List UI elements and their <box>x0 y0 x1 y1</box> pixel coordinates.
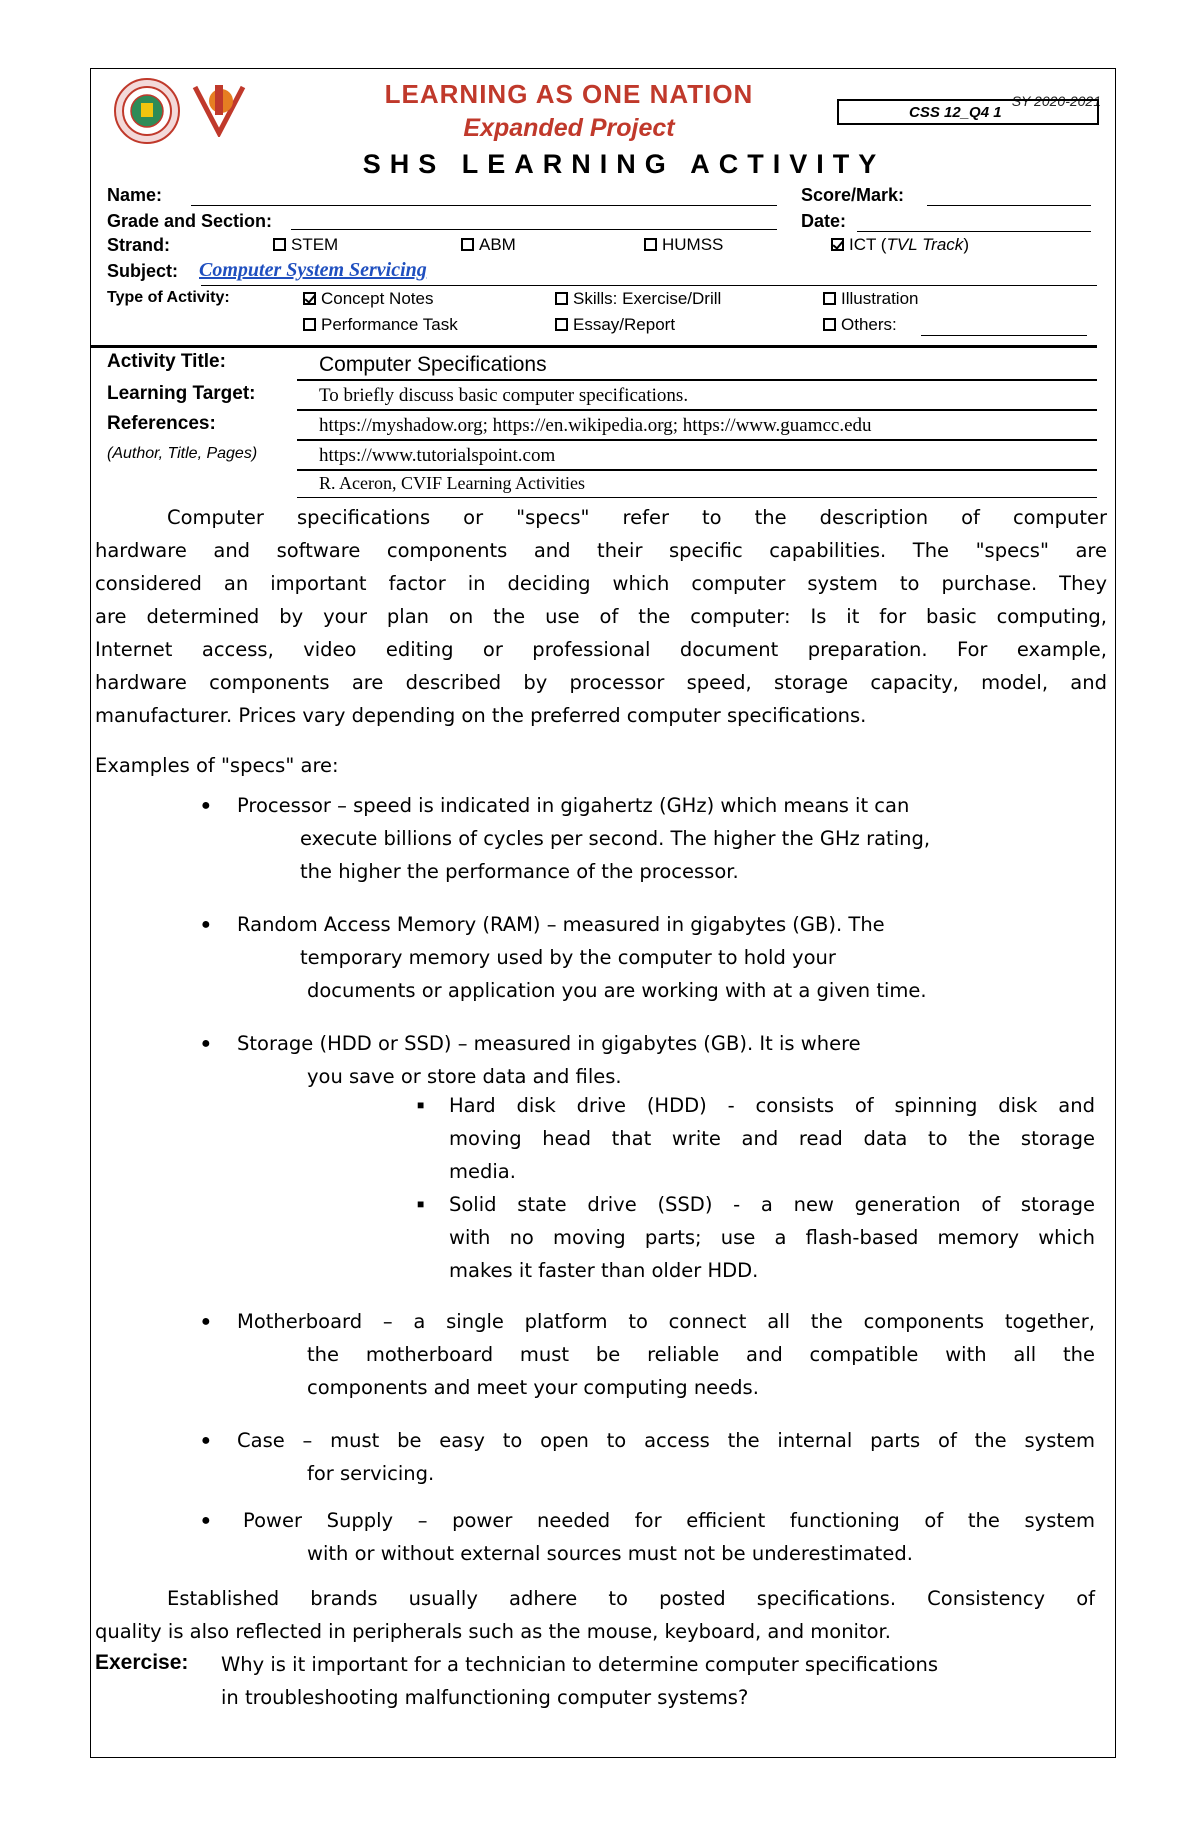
others-field[interactable] <box>921 335 1087 336</box>
rule <box>297 469 1097 471</box>
examples-label: Examples of "specs" are: <box>95 754 339 777</box>
bullet-icon: ● <box>201 1512 211 1529</box>
strand-humss[interactable]: HUMSS <box>644 235 723 255</box>
score-label: Score/Mark: <box>801 185 905 205</box>
strand-ict[interactable]: ICT (TVL Track) <box>831 235 969 255</box>
strand-track: TVL Track <box>886 235 964 254</box>
spec-processor: Processor – speed is indicated in gigahertz (GHz) which means it can execute billions of cycles per second. The higher the GHz rating, the higher the performance of the processor. <box>237 794 931 883</box>
type-concept-notes[interactable]: Concept Notes <box>303 289 433 309</box>
reference-1: https://myshadow.org; https://en.wikipedia.org; https://www.guamcc.edu <box>319 415 872 436</box>
rule <box>297 409 1097 411</box>
score-field[interactable] <box>927 205 1091 206</box>
strand-abm[interactable]: ABM <box>461 235 516 255</box>
activity-title: Computer Specifications <box>319 353 547 376</box>
reference-2: https://www.tutorialspoint.com <box>319 445 556 466</box>
references-label: References: <box>107 413 216 434</box>
section-divider <box>91 345 1097 348</box>
spec-case: Case – must be easy to open to access the internal parts of the system for servicing. <box>237 1429 1095 1485</box>
square-bullet-icon: ■ <box>417 1197 425 1211</box>
type-illustration[interactable]: Illustration <box>823 289 918 309</box>
checkbox-icon <box>823 292 836 305</box>
activity-code: CSS 12_Q4 1 <box>837 99 1099 125</box>
activity-type-label: Type of Activity: <box>107 289 230 306</box>
activity-sheet <box>90 68 1116 1758</box>
activity-title-label: Activity Title: <box>107 351 226 372</box>
type-others[interactable]: Others: <box>823 315 897 335</box>
spec-motherboard: Motherboard – a single platform to connect all the components together, the motherboard must be reliable and compatible with all the components and meet your computing needs. <box>237 1310 1095 1399</box>
rule <box>297 439 1097 441</box>
cvif-logo <box>191 77 247 137</box>
header-subtitle: Expanded Project <box>463 114 675 142</box>
strand-label: Strand: <box>107 235 170 255</box>
spec-ssd: Solid state drive (SSD) - a new generation of storage with no moving parts; use a flash-based memory which makes it faster than older HDD. <box>449 1193 1095 1282</box>
checkbox-icon <box>555 292 568 305</box>
spec-ram: Random Access Memory (RAM) – measured in gigabytes (GB). The temporary memory used by the computer to hold your documents or application you are working with at a given time. <box>237 913 927 1002</box>
grade-section-field[interactable] <box>291 229 777 230</box>
type-skills[interactable]: Skills: Exercise/Drill <box>555 289 721 309</box>
checkbox-icon <box>273 238 286 251</box>
school-year: SY 2020-2021 <box>1011 93 1101 109</box>
name-field[interactable] <box>191 205 777 206</box>
exercise-label: Exercise: <box>95 1651 189 1674</box>
checkbox-icon <box>823 318 836 331</box>
rule <box>297 379 1097 381</box>
learning-target: To briefly discuss basic computer specifications. <box>319 385 689 406</box>
square-bullet-icon: ■ <box>417 1098 425 1112</box>
school-seal-logo <box>113 77 181 145</box>
bullet-icon: ● <box>201 1313 211 1330</box>
intro-paragraph: Computer specifications or "specs" refer to the description of computer hardware and software components and their specific capabilities. The "specs" are considered an important factor in deciding which computer system to purchase. They are determined by your plan on the use of the computer: Is it for basic computing, Internet access, video editing or professional document preparation. For example, hardware components are described by processor speed, storage capacity, model, and manufacturer. Prices vary depending on the preferred computer specifications. <box>95 506 1107 727</box>
checkbox-icon <box>555 318 568 331</box>
checked-checkbox-icon <box>303 292 316 305</box>
exercise-question: Why is it important for a technician to determine computer specifications in troubleshooting malfunctioning computer systems? <box>221 1653 939 1709</box>
subject-value: Computer System Servicing <box>199 259 427 281</box>
bullet-icon: ● <box>201 1035 211 1052</box>
checked-checkbox-icon <box>831 238 844 251</box>
closing-paragraph: Established brands usually adhere to posted specifications. Consistency of quality is also reflected in peripherals such as the mouse, keyboard, and monitor. <box>95 1587 1095 1643</box>
references-sub-label: (Author, Title, Pages) <box>107 445 258 462</box>
type-performance-task[interactable]: Performance Task <box>303 315 458 335</box>
subject-label: Subject: <box>107 261 179 281</box>
spec-storage: Storage (HDD or SSD) – measured in gigabytes (GB). It is where you save or store data and files. <box>237 1032 861 1088</box>
checkbox-icon <box>303 318 316 331</box>
date-label: Date: <box>801 211 847 231</box>
bullet-icon: ● <box>201 916 211 933</box>
bullet-icon: ● <box>201 797 211 814</box>
bullet-icon: ● <box>201 1432 211 1449</box>
checkbox-icon <box>644 238 657 251</box>
spec-hdd: Hard disk drive (HDD) - consists of spinning disk and moving head that write and read data to the storage media. <box>449 1094 1095 1183</box>
grade-section-label: Grade and Section: <box>107 211 273 231</box>
banner-title: SHS LEARNING ACTIVITY <box>362 149 886 179</box>
strand-stem[interactable]: STEM <box>273 235 338 255</box>
type-essay-report[interactable]: Essay/Report <box>555 315 675 335</box>
name-label: Name: <box>107 185 163 205</box>
reference-3: R. Aceron, CVIF Learning Activities <box>319 473 585 493</box>
rule <box>297 497 1097 498</box>
subject-rule <box>201 285 1097 286</box>
header-title: LEARNING AS ONE NATION <box>384 79 754 109</box>
date-field[interactable] <box>857 231 1091 232</box>
learning-target-label: Learning Target: <box>107 383 256 404</box>
checkbox-icon <box>461 238 474 251</box>
spec-power-supply: Power Supply – power needed for efficient functioning of the system with or without external sources must not be underestimated. <box>243 1509 1095 1565</box>
